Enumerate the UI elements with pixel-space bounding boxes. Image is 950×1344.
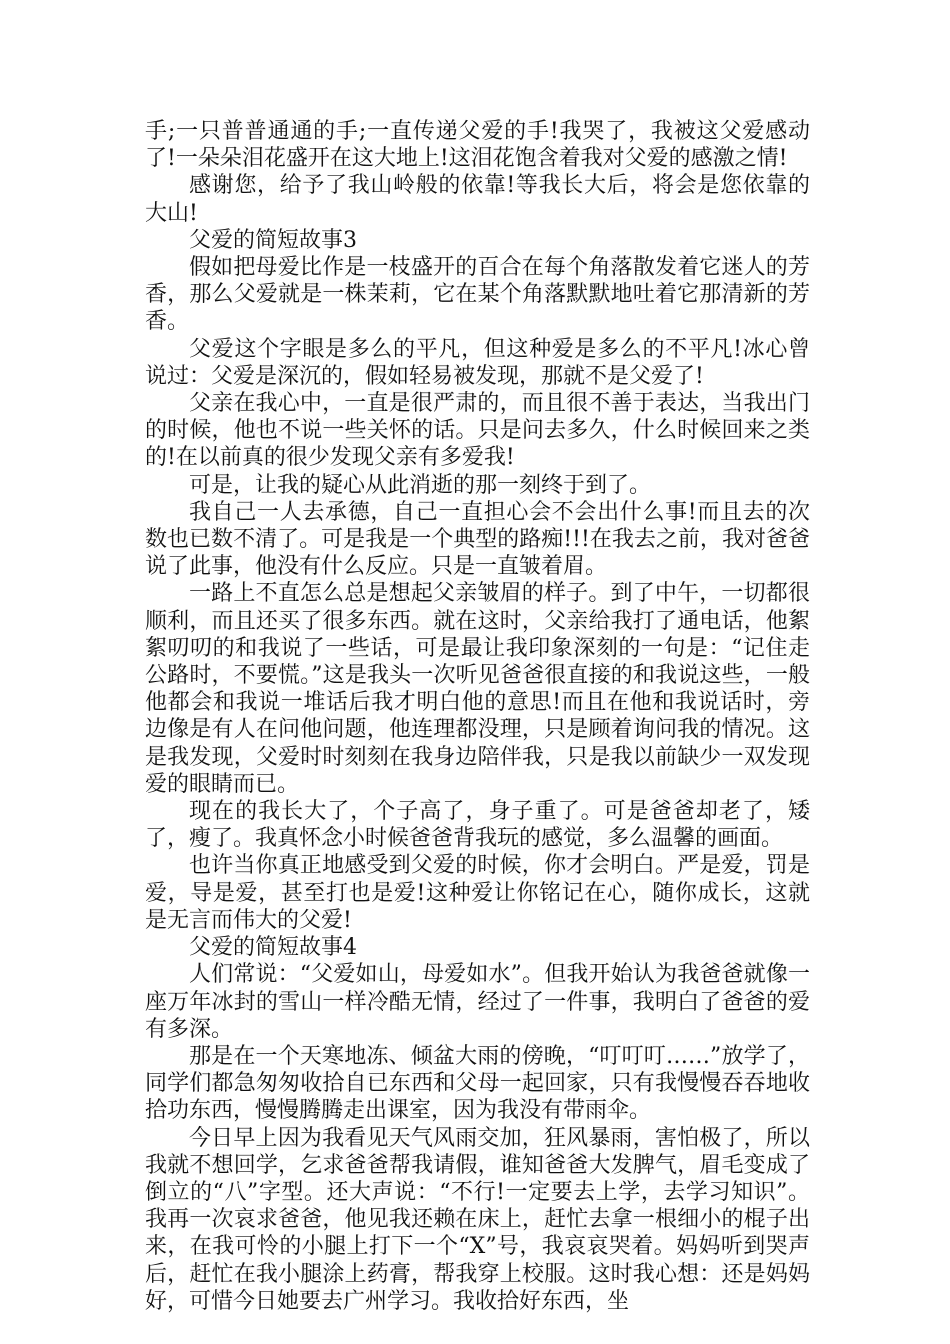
paragraph-13: 今日早上因为我看见天气风雨交加，狂风暴雨，害怕极了，所以我就不想回学，乞求爸爸帮我请假，谁知爸爸大发脾气，眉毛变成了倒立的“八”字型。还大声说：“不行!一定要去上学，去学习知识”。我再一次哀求爸爸，他见我还赖在床上，赶忙去拿一根细小的棍子出来，在我可怜的小腿上打下一个“X”号，我哀哀哭着。妈妈听到哭声后，赶忙在我小腿涂上药膏，帮我穿上校服。这时我心想：还是妈妈好，可惜今日她要去广州学习。我收拾好东西，坐 <box>145 1125 810 1314</box>
paragraph-11: 人们常说：“父爱如山，母爱如水”。但我开始认为我爸爸就像一座万年冰封的雪山一样冷酷无情，经过了一件事，我明白了爸爸的爱有多深。 <box>145 962 810 1042</box>
section-heading-4: 父爱的简短故事4 <box>189 935 357 961</box>
paragraph-4: 父爱这个字眼是多么的平凡，但这种爱是多么的不平凡!冰心曾说过：父爱是深沉的，假如轻易被发现，那就不是父爱了! <box>145 336 810 389</box>
paragraph-7: 我自己一人去承德，自己一直担心会不会出什么事!而且去的次数也已数不清了。可是我是一个典型的路痴!!!在我去之前，我对爸爸说了此事，他没有什么反应。只是一直皱着眉。 <box>145 499 810 580</box>
paragraph-2: 感谢您，给予了我山岭般的依靠!等我长大后，将会是您依靠的大山! <box>145 173 810 226</box>
paragraph-1: 手;一只普普通通的手;一直传递父爱的手!我哭了，我被这父爱感动了!一朵朵泪花盛开在这大地上!这泪花饱含着我对父爱的感激之情! <box>145 119 810 172</box>
paragraph-6: 可是，让我的疑心从此消逝的那一刻终于到了。 <box>189 472 652 498</box>
document-body <box>145 118 810 1315</box>
paragraph-8: 一路上不直怎么总是想起父亲皱眉的样子。到了中午，一切都很顺利，而且还买了很多东西。就在这时，父亲给我打了通电话，他絮絮叨叨的和我说了一些话，可是最让我印象深刻的一句是：“记住走公路时，不要慌。”这是我头一次听见爸爸很直接的和我说这些，一般他都会和我说一堆话后我才明白他的意思!而且在他和我说话时，旁边像是有人在问他问题，他连理都没理，只是顾着询问我的情况。这是我发现，父爱时时刻刻在我身边陪伴我，只是我以前缺少一双发现爱的眼睛而已。 <box>145 581 810 797</box>
paragraph-10: 也许当你真正地感受到父爱的时候，你才会明白。严是爱，罚是爱，导是爱，甚至打也是爱!这种爱让你铭记在心，随你成长，这就是无言而伟大的父爱! <box>145 853 810 933</box>
section-heading-3: 父爱的简短故事3 <box>189 227 357 253</box>
paragraph-12: 那是在一个天寒地冻、倾盆大雨的傍晚，“叮叮叮……”放学了，同学们都急匆匆收拾自已东西和父母一起回家，只有我慢慢吞吞地收拾功东西，慢慢腾腾走出课室，因为我没有带雨伞。 <box>145 1043 810 1124</box>
paragraph-5: 父亲在我心中，一直是很严肃的，而且很不善于表达，当我出门的时候，他也不说一些关怀的话。只是问去多久，什么时候回来之类的!在以前真的很少发现父亲有多爱我! <box>145 391 810 471</box>
paragraph-9: 现在的我长大了，个子高了，身子重了。可是爸爸却老了，矮了，瘦了。我真怀念小时候爸爸背我玩的感觉，多么温馨的画面。 <box>145 799 810 852</box>
paragraph-3: 假如把母爱比作是一枝盛开的百合在每个角落散发着它迷人的芳香，那么父爱就是一株茉莉，它在某个角落默默地吐着它那清新的芳香。 <box>145 255 810 335</box>
